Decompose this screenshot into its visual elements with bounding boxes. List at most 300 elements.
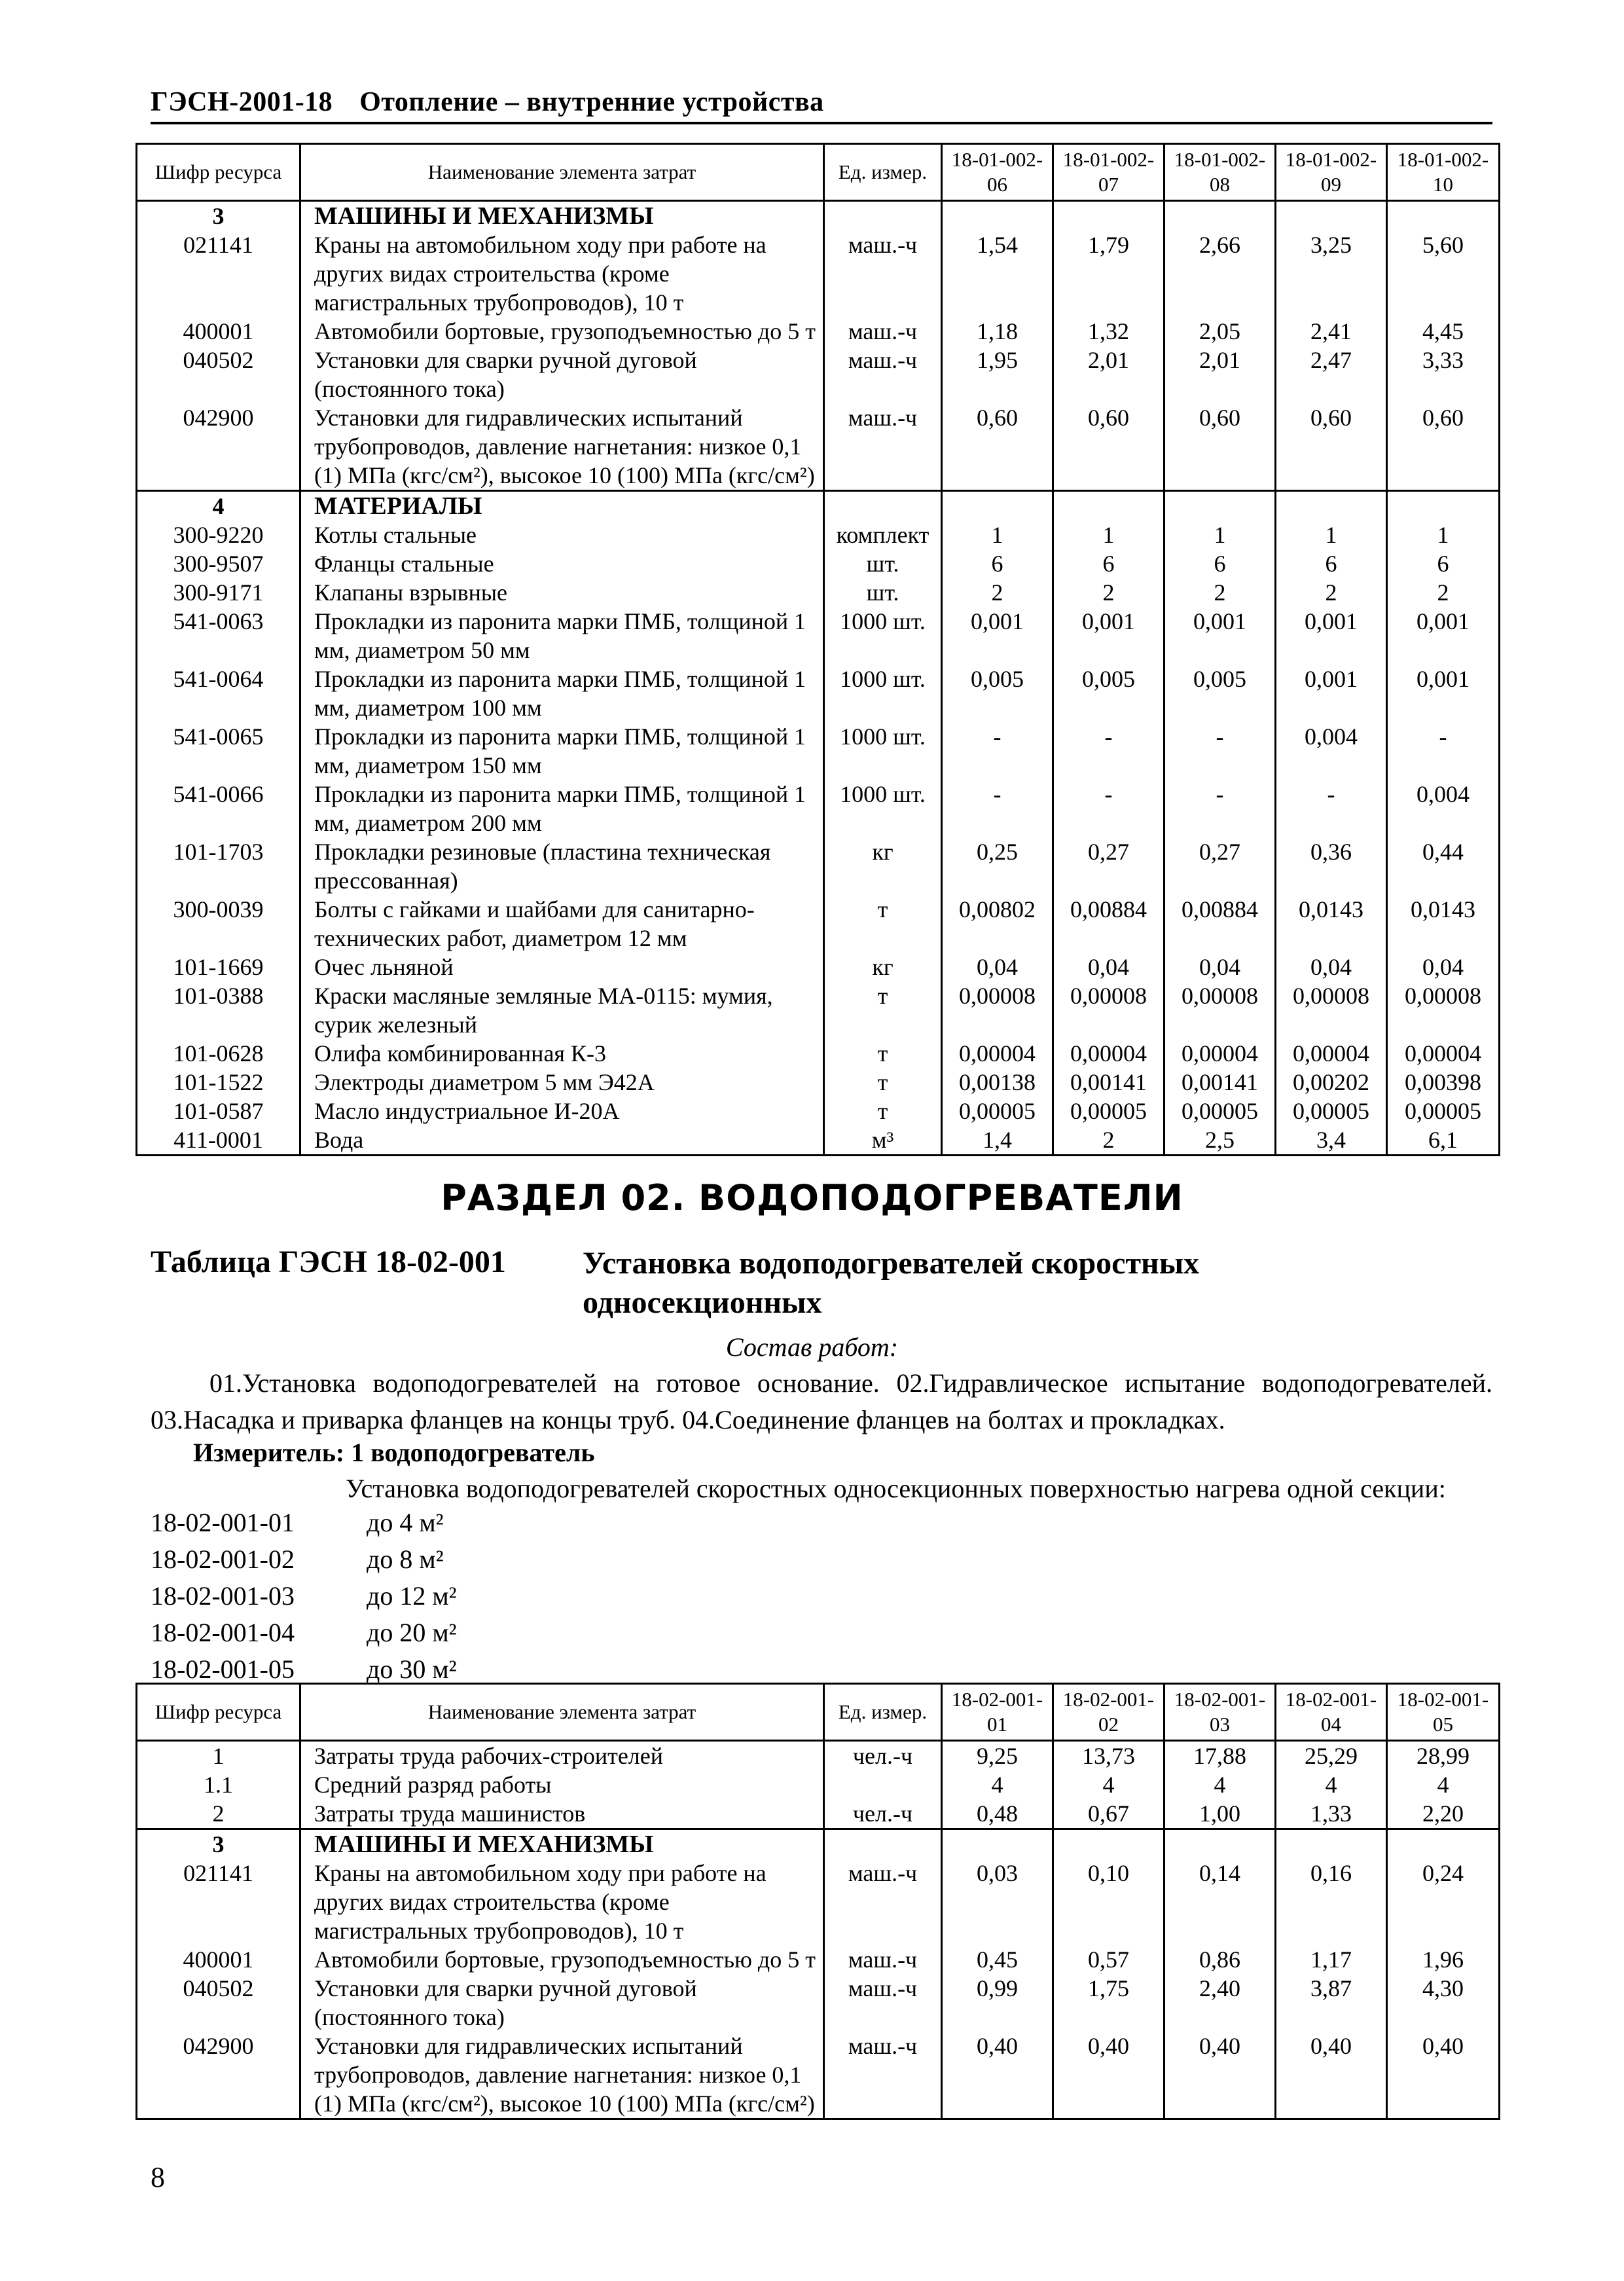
resource-code-cell: 300-9171 — [137, 578, 300, 607]
value-cell: 0,36 — [1276, 837, 1387, 895]
value-cell: 4 — [1053, 1770, 1164, 1799]
table-row — [137, 837, 1500, 895]
cost-element-cell: Вода — [300, 1125, 824, 1156]
header-norm-code: 18-02-001-04 — [1276, 1684, 1387, 1741]
value-cell: 0,005 — [1053, 665, 1164, 722]
value-cell — [1387, 201, 1500, 231]
resource-code-cell: 1 — [137, 1741, 300, 1771]
value-cell: 0,0143 — [1276, 895, 1387, 953]
unit-cell — [824, 491, 942, 521]
value-cell: 0,10 — [1053, 1859, 1164, 1945]
value-cell — [1053, 491, 1164, 521]
value-cell: 6 — [942, 549, 1053, 578]
table-row — [137, 578, 1500, 607]
value-cell: 4,30 — [1387, 1974, 1500, 2032]
value-cell: 3,87 — [1276, 1974, 1387, 2032]
value-cell: 0,00398 — [1387, 1068, 1500, 1097]
value-cell: 0,40 — [1164, 2032, 1276, 2119]
value-cell: 0,00884 — [1053, 895, 1164, 953]
value-cell — [942, 491, 1053, 521]
resource-code-cell: 040502 — [137, 1974, 300, 2032]
value-cell: 1 — [1164, 520, 1276, 549]
unit-cell: т — [824, 895, 942, 953]
unit-cell: чел.-ч — [824, 1741, 942, 1771]
resource-code-cell: 411-0001 — [137, 1125, 300, 1156]
value-cell: 0,14 — [1164, 1859, 1276, 1945]
value-cell: 0,60 — [1387, 403, 1500, 491]
value-cell: 0,005 — [942, 665, 1053, 722]
header-unit: Ед. измер. — [824, 144, 942, 201]
unit-cell: м³ — [824, 1125, 942, 1156]
cost-element-cell: Установки для сварки ручной дуговой (постоянного тока) — [300, 1974, 824, 2032]
cost-element-cell: Фланцы стальные — [300, 549, 824, 578]
value-cell: 0,99 — [942, 1974, 1053, 2032]
unit-cell: маш.-ч — [824, 2032, 942, 2119]
header-resource-code: Шифр ресурса — [137, 1684, 300, 1741]
value-cell: - — [942, 780, 1053, 837]
table-row — [137, 1125, 1500, 1156]
cost-element-cell: Котлы стальные — [300, 520, 824, 549]
table-body — [137, 1741, 1500, 2119]
value-cell: 2,5 — [1164, 1125, 1276, 1156]
value-cell: 1 — [1053, 520, 1164, 549]
cost-element-cell: Средний разряд работы — [300, 1770, 824, 1799]
value-cell: 2,66 — [1164, 230, 1276, 317]
value-cell: 0,04 — [1387, 953, 1500, 981]
unit-cell: 1000 шт. — [824, 722, 942, 780]
value-cell: 0,03 — [942, 1859, 1053, 1945]
resource-code-cell: 300-0039 — [137, 895, 300, 953]
value-cell: 0,00138 — [942, 1068, 1053, 1097]
value-cell: 0,001 — [1053, 607, 1164, 665]
resource-table-top — [135, 143, 1500, 1156]
header-norm-code: 18-01-002-06 — [942, 144, 1053, 201]
value-cell — [1276, 491, 1387, 521]
resource-code-cell: 541-0063 — [137, 607, 300, 665]
cost-element-cell: Прокладки из паронита марки ПМБ, толщиной 1 мм, диаметром 100 мм — [300, 665, 824, 722]
resource-code-cell: 101-0388 — [137, 981, 300, 1039]
value-cell: 2,01 — [1053, 346, 1164, 403]
value-cell: 6 — [1276, 549, 1387, 578]
measure-unit: Измеритель: 1 водоподогреватель — [193, 1438, 595, 1467]
variant-code: 18-02-001-03 — [151, 1581, 295, 1611]
value-cell: 0,48 — [942, 1799, 1053, 1829]
unit-cell: маш.-ч — [824, 1974, 942, 2032]
table-body — [137, 201, 1500, 1156]
table-row — [137, 230, 1500, 317]
header-norm-code: 18-02-001-02 — [1053, 1684, 1164, 1741]
value-cell: - — [1387, 722, 1500, 780]
value-cell: 1 — [1387, 520, 1500, 549]
value-cell: 1,18 — [942, 317, 1053, 346]
cost-element-cell: Очес льняной — [300, 953, 824, 981]
value-cell: 4 — [1276, 1770, 1387, 1799]
unit-cell: чел.-ч — [824, 1799, 942, 1829]
list-item — [151, 1615, 457, 1651]
value-cell: 0,67 — [1053, 1799, 1164, 1829]
value-cell: - — [1053, 722, 1164, 780]
value-cell — [1053, 201, 1164, 231]
variant-code: 18-02-001-05 — [151, 1654, 295, 1684]
unit-cell: шт. — [824, 578, 942, 607]
cost-element-cell: МАТЕРИАЛЫ — [300, 491, 824, 521]
value-cell: 0,001 — [942, 607, 1053, 665]
table-row — [137, 1039, 1500, 1068]
cost-element-cell: Краны на автомобильном ходу при работе на других видах строительства (кроме магистральных трубопроводов), 10 т — [300, 230, 824, 317]
value-cell: 0,00008 — [942, 981, 1053, 1039]
value-cell — [1164, 1829, 1276, 1859]
unit-cell: т — [824, 1097, 942, 1125]
table-row — [137, 346, 1500, 403]
list-item — [151, 1578, 457, 1615]
value-cell: 2 — [1387, 578, 1500, 607]
value-cell: 0,40 — [1387, 2032, 1500, 2119]
cost-element-cell: Клапаны взрывные — [300, 578, 824, 607]
table-row — [137, 491, 1500, 521]
cost-element-cell: Краски масляные земляные МА-0115: мумия, сурик железный — [300, 981, 824, 1039]
value-cell: 0,0143 — [1387, 895, 1500, 953]
unit-cell: 1000 шт. — [824, 780, 942, 837]
table-row — [137, 981, 1500, 1039]
cost-element-cell: Затраты труда рабочих-строителей — [300, 1741, 824, 1771]
value-cell: 6 — [1053, 549, 1164, 578]
variant-value: до 8 м² — [367, 1544, 444, 1574]
table-header-row — [137, 1684, 1500, 1741]
value-cell: 0,005 — [1164, 665, 1276, 722]
header-cost-element: Наименование элемента затрат — [300, 144, 824, 201]
value-cell: 1,00 — [1164, 1799, 1276, 1829]
value-cell: 0,57 — [1053, 1945, 1164, 1974]
resource-code-cell: 021141 — [137, 1859, 300, 1945]
list-item — [151, 1505, 457, 1541]
cost-element-cell: Затраты труда машинистов — [300, 1799, 824, 1829]
value-cell: 0,00008 — [1164, 981, 1276, 1039]
unit-cell — [824, 1829, 942, 1859]
value-cell: 2,01 — [1164, 346, 1276, 403]
value-cell: 1 — [1276, 520, 1387, 549]
cost-element-cell: Краны на автомобильном ходу при работе на других видах строительства (кроме магистральных трубопроводов), 10 т — [300, 1859, 824, 1945]
table-row — [137, 1741, 1500, 1771]
resource-code-cell: 101-1669 — [137, 953, 300, 981]
header-norm-code: 18-01-002-07 — [1053, 144, 1164, 201]
value-cell: 0,001 — [1276, 607, 1387, 665]
section-heading: РАЗДЕЛ 02. ВОДОПОДОГРЕВАТЕЛИ — [441, 1177, 1183, 1218]
cost-element-cell: Автомобили бортовые, грузоподъемностью до 5 т — [300, 1945, 824, 1974]
variants-list — [151, 1505, 457, 1688]
resource-code-cell: 300-9220 — [137, 520, 300, 549]
value-cell: 2,20 — [1387, 1799, 1500, 1829]
resource-code-cell: 101-1703 — [137, 837, 300, 895]
range-intro: Установка водоподогревателей скоростных односекционных поверхностью нагрева одной секции: — [346, 1474, 1446, 1503]
value-cell: 2,47 — [1276, 346, 1387, 403]
table-row — [137, 953, 1500, 981]
resource-code-cell: 1.1 — [137, 1770, 300, 1799]
value-cell: 0,00005 — [1164, 1097, 1276, 1125]
value-cell: 0,25 — [942, 837, 1053, 895]
variant-code: 18-02-001-04 — [151, 1618, 295, 1647]
value-cell: 2 — [1276, 578, 1387, 607]
header-resource-code: Шифр ресурса — [137, 144, 300, 201]
table-row — [137, 403, 1500, 491]
value-cell — [1164, 201, 1276, 231]
table-row — [137, 549, 1500, 578]
variant-code: 18-02-001-01 — [151, 1508, 295, 1537]
table-row — [137, 1799, 1500, 1829]
value-cell — [1053, 1829, 1164, 1859]
value-cell: 0,00004 — [1387, 1039, 1500, 1068]
value-cell: - — [1164, 780, 1276, 837]
value-cell — [1164, 491, 1276, 521]
resource-code-cell: 021141 — [137, 230, 300, 317]
value-cell — [1276, 201, 1387, 231]
table-row — [137, 722, 1500, 780]
cost-element-cell: Прокладки резиновые (пластина техническая прессованная) — [300, 837, 824, 895]
resource-code-cell: 400001 — [137, 317, 300, 346]
value-cell: 3,33 — [1387, 346, 1500, 403]
cost-element-cell: Установки для гидравлических испытаний трубопроводов, давление нагнетания: низкое 0,1 (1) МПа (кгс/см²), высокое 10 (100) МПа (кгс/см²) — [300, 2032, 824, 2119]
variant-code: 18-02-001-02 — [151, 1544, 295, 1574]
header-cost-element: Наименование элемента затрат — [300, 1684, 824, 1741]
table-row — [137, 1829, 1500, 1859]
value-cell: 0,00004 — [942, 1039, 1053, 1068]
value-cell: 0,00008 — [1387, 981, 1500, 1039]
value-cell: 2 — [1053, 578, 1164, 607]
value-cell: 0,27 — [1053, 837, 1164, 895]
value-cell: 0,00141 — [1164, 1068, 1276, 1097]
value-cell: 0,00004 — [1053, 1039, 1164, 1068]
header-norm-code: 18-01-002-08 — [1164, 144, 1276, 201]
value-cell: - — [1053, 780, 1164, 837]
unit-cell: кг — [824, 953, 942, 981]
value-cell: 9,25 — [942, 1741, 1053, 1771]
value-cell: 0,001 — [1276, 665, 1387, 722]
value-cell: 2,41 — [1276, 317, 1387, 346]
table-row — [137, 780, 1500, 837]
cost-element-cell: Прокладки из паронита марки ПМБ, толщиной 1 мм, диаметром 150 мм — [300, 722, 824, 780]
table-row — [137, 2032, 1500, 2119]
value-cell: 4,45 — [1387, 317, 1500, 346]
works-title: Состав работ: — [725, 1332, 899, 1362]
value-cell: 0,004 — [1387, 780, 1500, 837]
resource-code-cell: 101-0587 — [137, 1097, 300, 1125]
value-cell: 1 — [942, 520, 1053, 549]
cost-element-cell: МАШИНЫ И МЕХАНИЗМЫ — [300, 1829, 824, 1859]
value-cell: 4 — [942, 1770, 1053, 1799]
value-cell: 3,4 — [1276, 1125, 1387, 1156]
cost-element-cell: Прокладки из паронита марки ПМБ, толщиной 1 мм, диаметром 200 мм — [300, 780, 824, 837]
cost-element-cell: МАШИНЫ И МЕХАНИЗМЫ — [300, 201, 824, 231]
header-norm-code: 18-02-001-05 — [1387, 1684, 1500, 1741]
unit-cell: маш.-ч — [824, 1859, 942, 1945]
variant-value: до 12 м² — [367, 1581, 457, 1611]
value-cell: 6 — [1164, 549, 1276, 578]
value-cell: 6 — [1387, 549, 1500, 578]
table-row — [137, 665, 1500, 722]
unit-cell: 1000 шт. — [824, 665, 942, 722]
value-cell: 2,05 — [1164, 317, 1276, 346]
value-cell: 2,40 — [1164, 1974, 1276, 2032]
document-code: ГЭСН-2001-18 — [151, 87, 333, 117]
unit-cell: кг — [824, 837, 942, 895]
value-cell — [1387, 491, 1500, 521]
header-norm-code: 18-01-002-09 — [1276, 144, 1387, 201]
resource-code-cell: 541-0066 — [137, 780, 300, 837]
resource-code-cell: 4 — [137, 491, 300, 521]
cost-element-cell: Прокладки из паронита марки ПМБ, толщиной 1 мм, диаметром 50 мм — [300, 607, 824, 665]
value-cell — [1276, 1829, 1387, 1859]
cost-element-cell: Установки для сварки ручной дуговой (постоянного тока) — [300, 346, 824, 403]
resource-code-cell: 101-0628 — [137, 1039, 300, 1068]
page-header — [151, 86, 1492, 124]
variant-value: до 30 м² — [367, 1654, 457, 1684]
value-cell: 1,96 — [1387, 1945, 1500, 1974]
value-cell: 1,75 — [1053, 1974, 1164, 2032]
value-cell: 0,00884 — [1164, 895, 1276, 953]
resource-code-cell: 042900 — [137, 403, 300, 491]
value-cell: 0,40 — [1053, 2032, 1164, 2119]
value-cell: 0,00008 — [1053, 981, 1164, 1039]
value-cell: 0,00141 — [1053, 1068, 1164, 1097]
value-cell: 25,29 — [1276, 1741, 1387, 1771]
table-caption-label: Таблица ГЭСН 18-02-001 — [151, 1245, 506, 1279]
cost-element-cell: Масло индустриальное И-20А — [300, 1097, 824, 1125]
value-cell: 0,24 — [1387, 1859, 1500, 1945]
table-row — [137, 895, 1500, 953]
value-cell: 0,40 — [942, 2032, 1053, 2119]
value-cell — [942, 201, 1053, 231]
value-cell: 0,60 — [942, 403, 1053, 491]
value-cell — [942, 1829, 1053, 1859]
value-cell: 1,33 — [1276, 1799, 1387, 1829]
value-cell: 0,27 — [1164, 837, 1276, 895]
value-cell: 0,16 — [1276, 1859, 1387, 1945]
resource-code-cell: 2 — [137, 1799, 300, 1829]
header-norm-code: 18-01-002-10 — [1387, 144, 1500, 201]
works-text: 01.Установка водоподогревателей на готовое основание. 02.Гидравлическое испытание водоподогревателей. 03.Насадка и приварка фланцев на концы труб. 04.Соединение фланцев на болтах и прокладках. — [151, 1368, 1492, 1434]
cost-element-cell: Электроды диаметром 5 мм Э42А — [300, 1068, 824, 1097]
table-row — [137, 607, 1500, 665]
unit-cell: маш.-ч — [824, 346, 942, 403]
variant-value: до 20 м² — [367, 1618, 457, 1647]
value-cell: 3,25 — [1276, 230, 1387, 317]
unit-cell: маш.-ч — [824, 1945, 942, 1974]
unit-cell — [824, 1770, 942, 1799]
table-row — [137, 1945, 1500, 1974]
resource-code-cell: 400001 — [137, 1945, 300, 1974]
table-row — [137, 520, 1500, 549]
value-cell: 0,86 — [1164, 1945, 1276, 1974]
resource-code-cell: 3 — [137, 201, 300, 231]
value-cell: 0,40 — [1276, 2032, 1387, 2119]
cost-element-cell: Олифа комбинированная К-3 — [300, 1039, 824, 1068]
value-cell: 0,60 — [1053, 403, 1164, 491]
value-cell: 0,60 — [1276, 403, 1387, 491]
value-cell: 13,73 — [1053, 1741, 1164, 1771]
value-cell: 17,88 — [1164, 1741, 1276, 1771]
value-cell: 0,04 — [1053, 953, 1164, 981]
document-title: Отопление – внутренние устройства — [359, 87, 824, 117]
value-cell: - — [1164, 722, 1276, 780]
value-cell: 0,00802 — [942, 895, 1053, 953]
resource-code-cell: 101-1522 — [137, 1068, 300, 1097]
cost-element-cell: Автомобили бортовые, грузоподъемностью до 5 т — [300, 317, 824, 346]
resource-table-bottom — [135, 1683, 1500, 2120]
value-cell: 28,99 — [1387, 1741, 1500, 1771]
resource-code-cell: 040502 — [137, 346, 300, 403]
unit-cell: 1000 шт. — [824, 607, 942, 665]
value-cell: 0,004 — [1276, 722, 1387, 780]
table-row — [137, 1068, 1500, 1097]
resource-code-cell: 3 — [137, 1829, 300, 1859]
unit-cell — [824, 201, 942, 231]
value-cell: 0,04 — [1164, 953, 1276, 981]
value-cell: 1,79 — [1053, 230, 1164, 317]
value-cell: 0,00008 — [1276, 981, 1387, 1039]
value-cell: 2 — [1053, 1125, 1164, 1156]
value-cell: 4 — [1164, 1770, 1276, 1799]
cost-element-cell: Установки для гидравлических испытаний трубопроводов, давление нагнетания: низкое 0,1 (1) МПа (кгс/см²), высокое 10 (100) МПа (кгс/см²) — [300, 403, 824, 491]
header-norm-code: 18-02-001-01 — [942, 1684, 1053, 1741]
value-cell: 0,04 — [942, 953, 1053, 981]
value-cell: 6,1 — [1387, 1125, 1500, 1156]
value-cell: 0,60 — [1164, 403, 1276, 491]
value-cell: 0,44 — [1387, 837, 1500, 895]
value-cell: 0,001 — [1387, 607, 1500, 665]
page-number: 8 — [151, 2161, 165, 2193]
table-caption-description: Установка водоподогревателей скоростных односекционных — [583, 1246, 1200, 1320]
table-row — [137, 1097, 1500, 1125]
unit-cell: т — [824, 1039, 942, 1068]
unit-cell: маш.-ч — [824, 403, 942, 491]
table-header-row — [137, 144, 1500, 201]
value-cell: 0,001 — [1387, 665, 1500, 722]
list-item — [151, 1541, 457, 1578]
unit-cell: т — [824, 981, 942, 1039]
value-cell: 4 — [1387, 1770, 1500, 1799]
value-cell: 5,60 — [1387, 230, 1500, 317]
table-row — [137, 317, 1500, 346]
value-cell: 0,00202 — [1276, 1068, 1387, 1097]
unit-cell: маш.-ч — [824, 230, 942, 317]
variant-value: до 4 м² — [367, 1508, 444, 1537]
unit-cell: шт. — [824, 549, 942, 578]
value-cell: 0,45 — [942, 1945, 1053, 1974]
resource-code-cell: 541-0064 — [137, 665, 300, 722]
table-row — [137, 201, 1500, 231]
table-row — [137, 1859, 1500, 1945]
value-cell: 1,4 — [942, 1125, 1053, 1156]
value-cell: 0,00004 — [1276, 1039, 1387, 1068]
value-cell: 2 — [1164, 578, 1276, 607]
value-cell: 0,00005 — [1387, 1097, 1500, 1125]
header-unit: Ед. измер. — [824, 1684, 942, 1741]
value-cell: 0,00005 — [1276, 1097, 1387, 1125]
unit-cell: т — [824, 1068, 942, 1097]
resource-code-cell: 042900 — [137, 2032, 300, 2119]
unit-cell: маш.-ч — [824, 317, 942, 346]
value-cell: 0,00004 — [1164, 1039, 1276, 1068]
value-cell: 1,54 — [942, 230, 1053, 317]
value-cell: 0,001 — [1164, 607, 1276, 665]
value-cell: 0,00005 — [1053, 1097, 1164, 1125]
table-row — [137, 1770, 1500, 1799]
value-cell: 1,17 — [1276, 1945, 1387, 1974]
unit-cell: комплект — [824, 520, 942, 549]
table-row — [137, 1974, 1500, 2032]
header-norm-code: 18-02-001-03 — [1164, 1684, 1276, 1741]
cost-element-cell: Болты с гайками и шайбами для санитарно-технических работ, диаметром 12 мм — [300, 895, 824, 953]
resource-code-cell: 541-0065 — [137, 722, 300, 780]
